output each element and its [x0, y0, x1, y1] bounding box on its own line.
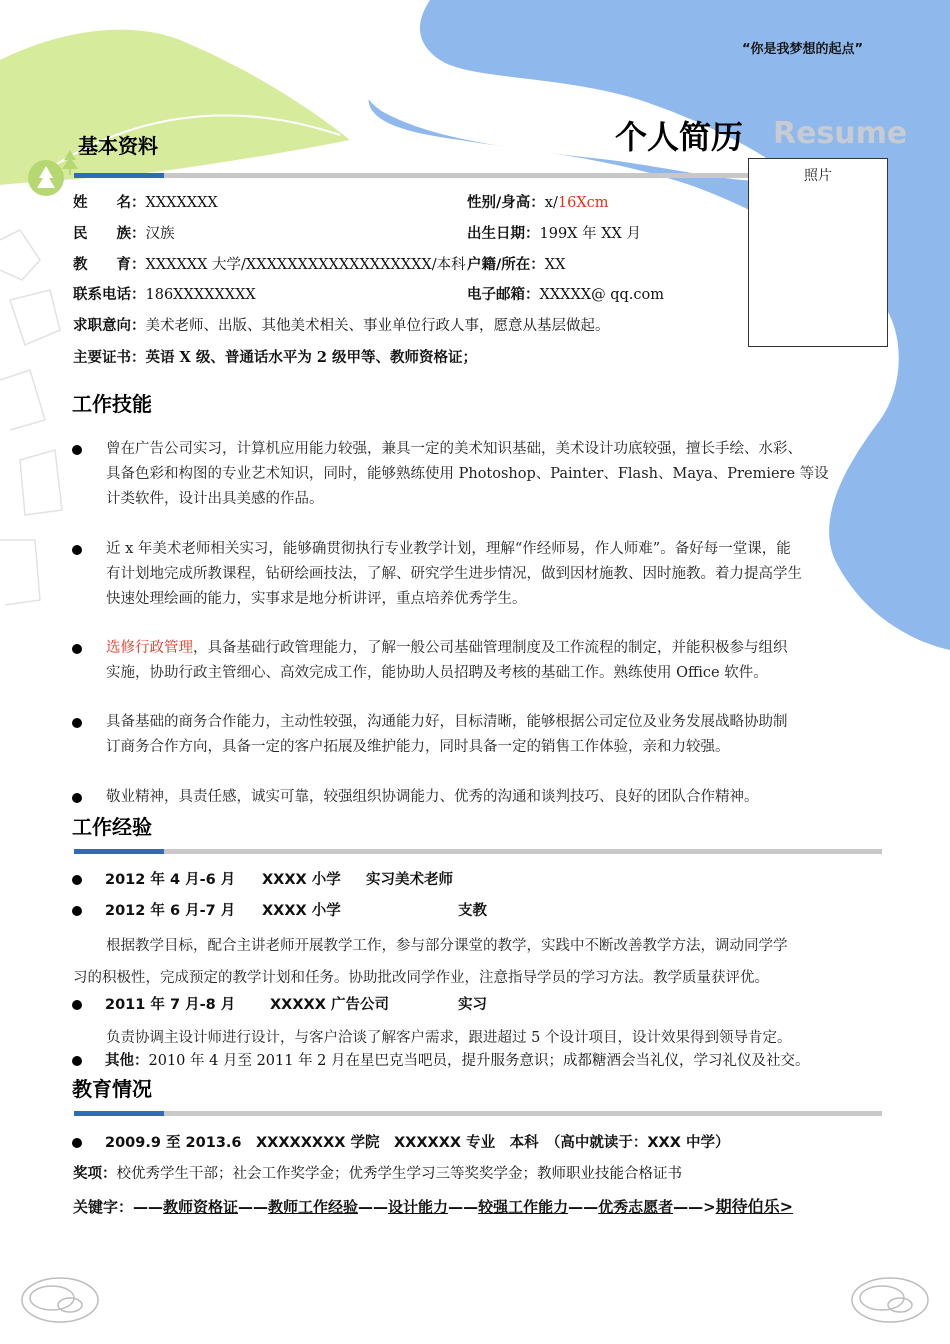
keywords-row: 关键字：——教师资格证——教师工作经验——设计能力——较强工作能力——优秀志愿者——>期待伯乐>	[73, 1197, 794, 1216]
section-rule	[74, 849, 882, 854]
skill-item-1	[106, 437, 829, 512]
gender-value: x/	[544, 195, 558, 211]
name-value: XXXXXXX	[145, 195, 218, 211]
skill-line	[106, 636, 788, 661]
skill-item-3	[106, 636, 788, 686]
ethnic-label: 民 族：	[73, 226, 146, 242]
keyword: 教师资格证	[163, 1198, 239, 1216]
ethnic-value: 汉族	[145, 226, 175, 242]
cert-label: 主要证书：	[73, 350, 146, 366]
bullet	[72, 445, 82, 455]
ethnic-row	[73, 224, 175, 244]
phone-value: 186XXXXXXXX	[145, 287, 256, 303]
email-row	[467, 285, 664, 305]
swirl-decoration	[22, 1278, 928, 1322]
phone-label: 联系电话：	[73, 287, 146, 303]
skill-highlight: 选修行政管理	[106, 640, 193, 656]
hometown-value: XX	[544, 257, 566, 273]
section-heading-skills: 工作技能	[72, 392, 152, 416]
resume-title: 个人简历	[615, 118, 744, 156]
keyword: 设计能力	[388, 1198, 449, 1216]
name-label: 姓 名：	[73, 195, 146, 211]
photo-placeholder	[748, 158, 888, 347]
skill-line: 近 x 年美术老师相关实习，能够确贯彻执行专业教学计划，理解“作经师易，作人师难”。备好每一堂课，能	[106, 541, 791, 557]
bullet	[72, 718, 82, 728]
email-value: XXXXX@ qq.com	[539, 287, 664, 303]
skill-line: 敬业精神，具责任感，诚实可靠，较强组织协调能力、优秀的沟通和谈判技巧、良好的团队合作精神。	[106, 789, 759, 805]
job-3-role: 实习	[458, 997, 487, 1013]
job-2-desc-line2: 习的积极性，完成预定的教学计划和任务。协助批改同学作业，注意指导学员的学习方法。教学质量获评优。	[73, 970, 769, 986]
education-line: 2009.9 至 2013.6 XXXXXXXX 学院 XXXXXX 专业 本科 （高中就读于：XXX 中学）	[105, 1135, 730, 1151]
gender-row	[467, 193, 609, 213]
job-3-org: XXXXX 广告公司	[270, 997, 389, 1013]
job-1-org: XXXX 小学	[262, 872, 341, 888]
education-value: XXXXXX 大学/XXXXXXXXXXXXXXXXXX/本科	[145, 257, 466, 273]
bullet	[72, 1000, 82, 1010]
job-2-date: 2012 年 6 月-7 月	[105, 903, 236, 919]
birth-label: 出生日期：	[467, 226, 540, 242]
bullet	[72, 793, 82, 803]
slogan: “你是我梦想的起点”	[742, 42, 864, 57]
hometown-row	[467, 255, 565, 275]
skill-line: 实施，协助行政主管细心、高效完成工作，能协助人员招聘及考核的基础工作。熟练使用 Office 软件。	[106, 665, 768, 681]
photo-label: 照片	[804, 168, 832, 184]
phone-row	[73, 285, 256, 305]
section-rule	[74, 173, 748, 178]
bullet	[72, 906, 82, 916]
skill-line: 具备基础的商务合作能力，主动性较强，沟通能力好，目标清晰，能够根据公司定位及业务发展战略协助制	[106, 714, 788, 730]
job-3-date: 2011 年 7 月-8 月	[105, 997, 236, 1013]
bullet	[72, 1138, 82, 1148]
section-heading-education: 教育情况	[72, 1077, 152, 1101]
keyword: 教师工作经验	[268, 1198, 359, 1216]
section-heading-basic: 基本资料	[78, 134, 158, 158]
skill-item-2	[106, 537, 802, 612]
other-experience: 其他：2010 年 4 月至 2011 年 2 月在星巴克当吧员，提升服务意识；成都糖酒会当礼仪，学习礼仪及社交。	[105, 1053, 810, 1069]
sketch-decoration	[0, 230, 62, 605]
keyword: 较强工作能力	[478, 1198, 569, 1216]
skill-item-4	[106, 710, 788, 760]
job-3-desc: 负责协调主设计师进行设计，与客户洽谈了解客户需求，跟进超过 5 个设计项目，设计效果得到领导肯定。	[106, 1030, 792, 1046]
cert-value: 英语 X 级、普通话水平为 2 级甲等、教师资格证；	[145, 349, 478, 366]
intent-value: 美术老师、出版、其他美术相关、事业单位行政人事，愿意从基层做起。	[145, 318, 610, 334]
skill-line: 有计划地完成所教课程，钻研绘画技法，了解、研究学生进步情况，做到因材施教、因时施教。着力提高学生	[106, 566, 802, 582]
job-1-date: 2012 年 4 月-6 月	[105, 872, 236, 888]
birth-value: 199X 年 XX 月	[539, 226, 641, 242]
job-2-org: XXXX 小学	[262, 903, 341, 919]
hometown-label: 户籍/所在：	[467, 257, 545, 273]
job-1-role: 实习美术老师	[366, 872, 453, 888]
section-heading-experience: 工作经验	[72, 815, 152, 839]
section-rule	[74, 1111, 882, 1116]
intent-row	[73, 316, 610, 336]
skill-line: 快速处理绘画的能力，实事求是地分析讲评，重点培养优秀学生。	[106, 591, 527, 607]
tree-icon	[28, 160, 64, 196]
skill-line: 具备色彩和构图的专业艺术知识，同时，能够熟练使用 Photoshop、Painter、Flash、Maya、Premiere 等设	[106, 466, 829, 482]
education-label: 教 育：	[73, 257, 146, 273]
bullet	[72, 1056, 82, 1066]
cert-row	[73, 348, 477, 368]
skill-text: ，具备基础行政管理能力，了解一般公司基础管理制度及工作流程的制定，并能积极参与组织	[193, 640, 788, 656]
height-value: 16Xcm	[557, 195, 609, 211]
gender-label: 性别/身高：	[467, 195, 545, 211]
intent-label: 求职意向：	[73, 318, 146, 334]
bullet	[72, 644, 82, 654]
education-row	[73, 255, 466, 275]
bullet	[72, 875, 82, 885]
keyword: 优秀志愿者	[598, 1198, 674, 1216]
job-2-desc-line1: 根据教学目标，配合主讲老师开展教学工作，参与部分课堂的教学，实践中不断改善教学方法，调动同学学	[106, 938, 788, 954]
skill-line: 曾在广告公司实习，计算机应用能力较强，兼具一定的美术知识基础，美术设计功底较强，擅长手绘、水彩、	[106, 441, 802, 457]
name-row	[73, 193, 218, 213]
skill-line: 订商务合作方向，具备一定的客户拓展及维护能力，同时具备一定的销售工作体验，亲和力较强。	[106, 739, 730, 755]
bullet	[72, 545, 82, 555]
email-label: 电子邮箱：	[467, 287, 540, 303]
skill-item-5	[106, 785, 759, 810]
job-2-role: 支教	[458, 903, 487, 919]
skill-line: 计类软件，设计出具美感的作品。	[106, 491, 324, 507]
keyword-ending: 期待伯乐>	[715, 1197, 794, 1216]
awards-row: 奖项：校优秀学生干部；社会工作奖学金；优秀学生学习三等奖奖学金；教师职业技能合格证书	[73, 1166, 682, 1182]
resume-title-english: Resume	[773, 116, 908, 151]
birth-row	[467, 224, 641, 244]
